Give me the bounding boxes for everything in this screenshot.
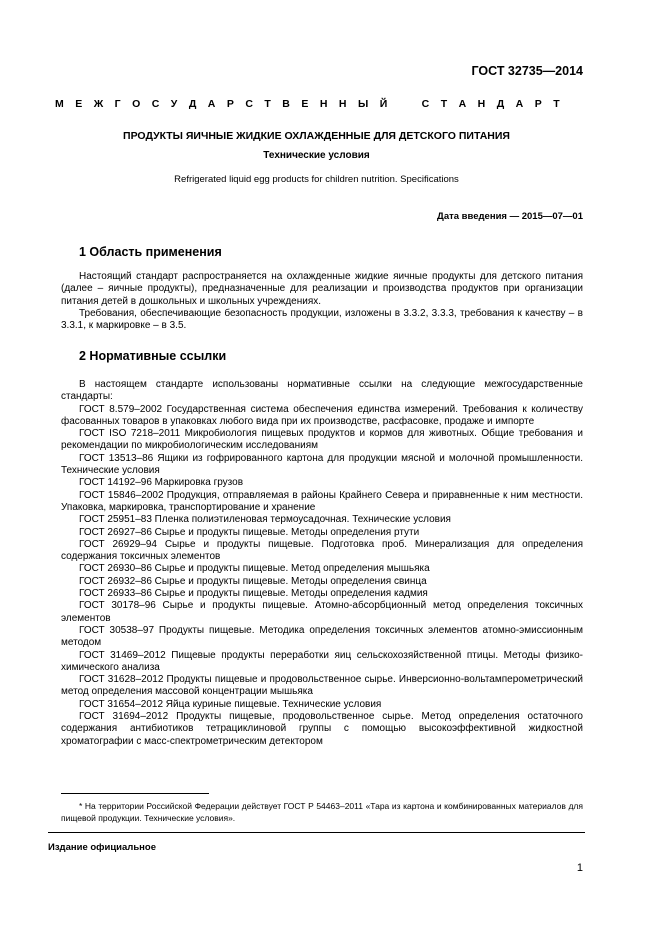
reference-item: ГОСТ 26930–86 Сырье и продукты пищевые. Метод определения мышьяка: [79, 563, 430, 575]
interstate-standard-banner: [55, 98, 560, 110]
banner-letter: Ы: [357, 98, 369, 110]
banner-letter: М: [55, 98, 64, 110]
banner-letter: Т: [553, 98, 560, 110]
reference-item: ГОСТ 15846–2002 Продукция, отправляемая в районы Крайнего Севера и приравненные к ним местности. Упаковка, маркировка, транспортирование и хранение: [61, 489, 583, 513]
reference-item: ГОСТ 30178–96 Сырье и продукты пищевые. Атомно-абсорбционный метод определения токсичных элементов: [61, 600, 583, 624]
banner-letter: Е: [301, 98, 309, 110]
reference-item: ГОСТ 26927–86 Сырье и продукты пищевые. Методы определения ртути: [79, 526, 420, 538]
banner-letter: Т: [440, 98, 448, 110]
reference-item: ГОСТ ISO 7218–2011 Микробиология пищевых продуктов и кормов для животных. Общие требования и рекомендации по микробиологическим исследованиям: [61, 428, 583, 452]
reference-item: ГОСТ 31469–2012 Пищевые продукты переработки яиц сельскохозяйственной птицы. Методы физико-химического анализа: [61, 649, 583, 673]
edition-label: Издание официальное: [48, 842, 156, 853]
banner-letter: А: [207, 98, 216, 110]
footnote-divider: [61, 793, 209, 794]
reference-item: ГОСТ 30538–97 Продукты пищевые. Методика определения токсичных элементов атомно-эмиссионным методом: [61, 624, 583, 649]
page-number: 1: [576, 862, 583, 874]
banner-letter: Д: [188, 98, 197, 110]
banner-letter: У: [170, 98, 178, 110]
banner-letter: Р: [534, 98, 542, 110]
banner-letter: С: [151, 98, 160, 110]
banner-letter: Т: [264, 98, 271, 110]
reference-item: ГОСТ 25951–83 Пленка полиэтиленовая термоусадочная. Технические условия: [79, 514, 451, 526]
banner-letter: С: [245, 98, 253, 110]
section-heading-scope: 1 Область применения: [79, 245, 222, 259]
banner-letter: О: [132, 98, 141, 110]
banner-letter: Е: [75, 98, 83, 110]
introduction-date: Дата введения — 2015—07—01: [437, 211, 583, 222]
banner-letter: Ж: [93, 98, 104, 110]
banner-letter: Г: [114, 98, 121, 110]
banner-letter: С: [421, 98, 430, 110]
paragraph: Требования, обеспечивающие безопасность продукции, изложены в 3.3.2, 3.3.3, требования к качеству – в 3.3.1, к маркировке – в 3.5.: [61, 307, 583, 332]
paragraph: В настоящем стандарте использованы нормативные ссылки на следующие межгосударственные стандарты:: [61, 379, 583, 403]
reference-item: ГОСТ 26932–86 Сырье и продукты пищевые. Методы определения свинца: [79, 575, 427, 587]
section-heading-references: 2 Нормативные ссылки: [79, 349, 227, 363]
banner-letter: Р: [226, 98, 234, 110]
banner-letter: Н: [477, 98, 486, 110]
section-body-references: [61, 379, 583, 748]
reference-item: ГОСТ 31654–2012 Яйца куриные пищевые. Технические условия: [79, 698, 382, 710]
banner-letter: Й: [379, 98, 388, 110]
banner-letter: А: [515, 98, 524, 110]
paragraph: Настоящий стандарт распространяется на охлажденные жидкие яичные продукты для детского питания (далее – яичные продукты), предназначенные для реализации и производства продуктов при организации питания детей в дошкольных и школьных учреждениях.: [61, 271, 583, 307]
banner-letter: Н: [319, 98, 328, 110]
reference-item: ГОСТ 14192–96 Маркировка грузов: [79, 477, 244, 489]
english-title: Refrigerated liquid egg products for children nutrition. Specifications: [174, 174, 459, 185]
banner-letter: В: [282, 98, 290, 110]
banner-letter: Н: [338, 98, 347, 110]
reference-item: ГОСТ 13513–86 Ящики из гофрированного картона для продукции мясной и молочной промышленности. Технические условия: [61, 452, 583, 477]
reference-item: ГОСТ 26929–94 Сырье и продукты пищевые. Подготовка проб. Минерализация для определения содержания токсичных элементов: [61, 538, 583, 563]
banner-letter: А: [458, 98, 467, 110]
reference-item: ГОСТ 31628–2012 Продукты пищевые и продовольственное сырье. Инверсионно-вольтамперометрический метод определения массовой концентрации мышьяка: [61, 674, 583, 698]
standard-number: ГОСТ 32735—2014: [471, 64, 583, 78]
reference-item: ГОСТ 8.579–2002 Государственная система обеспечения единства измерений. Требования к количеству фасованных товаров в упаковках любого вида при их производстве, расфасовке, продаже и импорте: [61, 403, 583, 427]
banner-letter: Д: [496, 98, 505, 110]
document-title: ПРОДУКТЫ ЯИЧНЫЕ ЖИДКИЕ ОХЛАЖДЕННЫЕ ДЛЯ ДЕТСКОГО ПИТАНИЯ: [123, 130, 510, 142]
reference-item: ГОСТ 26933–86 Сырье и продукты пищевые. Методы определения кадмия: [79, 588, 428, 600]
reference-item: ГОСТ 31694–2012 Продукты пищевые, продовольственное сырье. Метод определения остаточного содержания антибиотиков тетрациклиновой группы с помощью высокоэффективной жидкостной хроматографии с масс-спектрометрическим детектором: [61, 711, 583, 747]
section-body-scope: [61, 271, 583, 332]
edition-divider: [48, 832, 585, 833]
document-subtitle: Технические условия: [263, 150, 370, 161]
footnote: * На территории Российской Федерации действует ГОСТ Р 54463–2011 «Тара из картона и комбинированных материалов для пищевой продукции. Технические условия».: [61, 801, 583, 823]
